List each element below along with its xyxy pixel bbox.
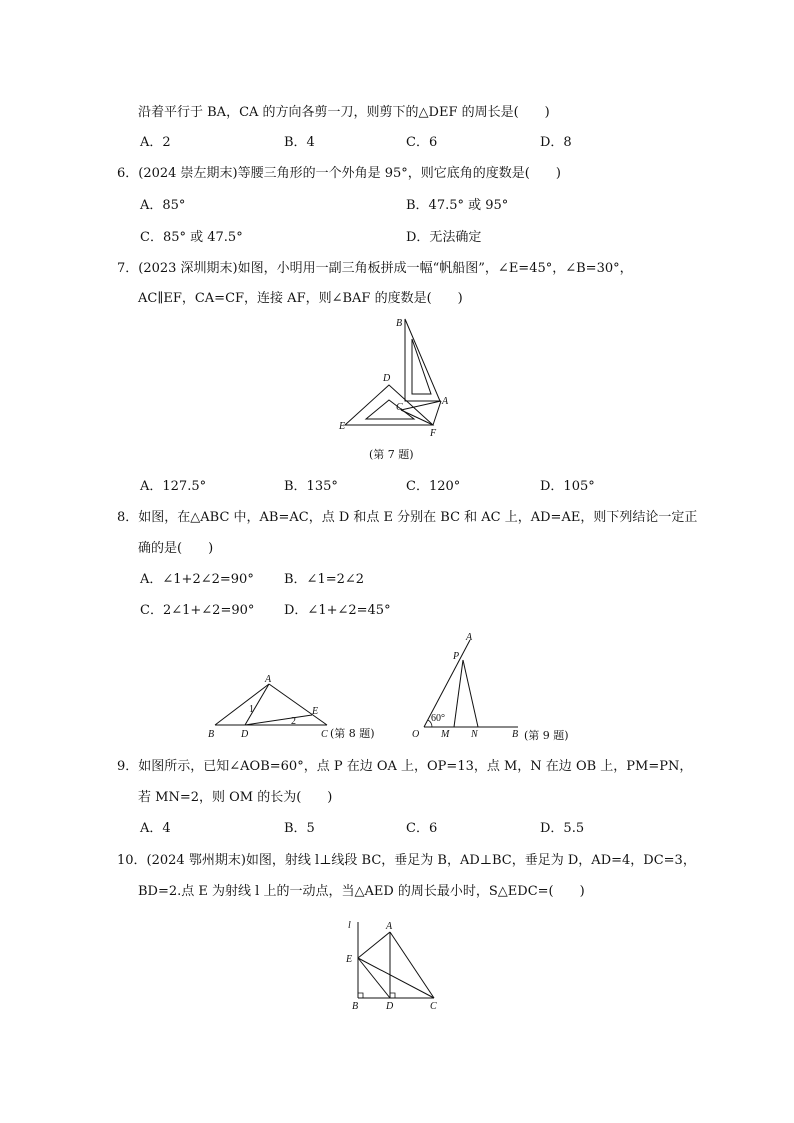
q7-set-square-30-inner [412, 339, 431, 394]
q6-option-a: A．85° [140, 198, 186, 213]
q10-label-e: E [346, 954, 353, 965]
q7-option-b: B．135° [284, 479, 338, 494]
q8-stem-line1: 8．如图，在△ABC 中，AB=AC，点 D 和点 E 分别在 BC 和 AC 上，AD=AE，则下列结论一定正 [117, 510, 698, 525]
q8-option-d: D．∠1+∠2=45° [284, 603, 391, 618]
q8-label-c: C [321, 729, 328, 740]
q8-segment-ac [269, 684, 327, 725]
q9-segment-pm [454, 660, 463, 727]
q7-set-square-45-inner [366, 400, 414, 419]
q5-option-d: D．8 [540, 135, 572, 150]
q10-label-l: l [348, 920, 351, 931]
q8-label-d: D [241, 729, 249, 740]
q9-caption: (第 9 题) [524, 729, 569, 742]
q10-label-d: D [386, 1001, 394, 1012]
q5-option-c: C．6 [406, 135, 438, 150]
q5-option-a: A．2 [140, 135, 171, 150]
q7-caption: (第 7 题) [369, 448, 414, 461]
q9-label-n: N [471, 729, 478, 740]
q7-segment-af [433, 401, 441, 425]
q10-figure [340, 912, 450, 1012]
q9-label-m: M [441, 729, 450, 740]
q10-label-a: A [386, 921, 393, 932]
q8-caption: (第 8 题) [330, 727, 375, 740]
q7-option-a: A．127.5° [140, 479, 207, 494]
q8-figure [205, 672, 395, 742]
q10-right-angle-b [358, 993, 363, 998]
q10-stem-line1: 10．(2024 鄂州期末)如图，射线 l⊥线段 BC，垂足为 B，AD⊥BC，垂足为 D，AD=4，DC=3， [117, 853, 696, 868]
q10-label-c: C [430, 1001, 437, 1012]
q7-label-b: B [396, 318, 403, 329]
q7-label-a: A [442, 396, 449, 407]
q7-label-c: C [396, 402, 403, 413]
q9-label-a: A [466, 632, 473, 643]
q9-segment-pn [463, 660, 478, 727]
q10-segment-ed [358, 958, 390, 998]
q8-option-b: B．∠1=2∠2 [284, 572, 365, 587]
q7-figure [335, 313, 475, 463]
q8-segment-de [245, 715, 312, 725]
q9-label-p: P [453, 651, 460, 662]
q5-option-b: B．4 [284, 135, 315, 150]
q7-segment-cf [401, 410, 433, 425]
q10-segment-ae [358, 932, 390, 958]
q8-label-e: E [312, 706, 319, 717]
q7-option-d: D．105° [540, 479, 595, 494]
q7-segment-ca [401, 401, 441, 410]
q7-label-e: E [339, 421, 346, 432]
q10-right-angle-d [390, 993, 395, 998]
q8-label-a: A [265, 674, 272, 685]
q10-segment-ec [358, 958, 434, 998]
q5-stem-continuation: 沿着平行于 BA，CA 的方向各剪一刀，则剪下的△DEF 的周长是( ) [138, 105, 550, 120]
q7-set-square-30 [405, 319, 440, 401]
q10-label-b: B [352, 1001, 359, 1012]
q9-label-b: B [512, 729, 519, 740]
q9-option-a: A．4 [140, 821, 171, 836]
q7-label-d: D [383, 373, 391, 384]
q6-option-d: D．无法确定 [406, 230, 482, 245]
q9-figure [408, 632, 588, 742]
q6-option-b: B．47.5° 或 95° [406, 198, 509, 213]
q8-label-b: B [208, 729, 215, 740]
q10-stem-line2: BD=2.点 E 为射线 l 上的一动点，当△AED 的周长最小时，S△EDC=( ) [138, 884, 585, 899]
q6-stem: 6．(2024 崇左期末)等腰三角形的一个外角是 95°，则它底角的度数是( ) [117, 166, 561, 181]
q8-option-c: C．2∠1+∠2=90° [140, 603, 255, 618]
q6-option-c: C．85° 或 47.5° [140, 230, 243, 245]
q9-option-b: B．5 [284, 821, 315, 836]
q7-stem-line2: AC∥EF，CA=CF，连接 AF，则∠BAF 的度数是( ) [138, 291, 463, 306]
q8-label-2: 2 [291, 716, 296, 727]
q8-segment-ba [215, 684, 269, 725]
q8-label-1: 1 [249, 704, 254, 715]
q8-option-a: A．∠1+2∠2=90° [140, 572, 254, 587]
q9-stem-line1: 9．如图所示，已知∠AOB=60°，点 P 在边 OA 上，OP=13，点 M，N 在边 OB 上，PM=PN， [117, 759, 693, 774]
q9-option-c: C．6 [406, 821, 438, 836]
q9-stem-line2: 若 MN=2，则 OM 的长为( ) [138, 790, 333, 805]
q7-option-c: C．120° [406, 479, 461, 494]
q10-segment-ac [390, 932, 434, 998]
q9-option-d: D．5.5 [540, 821, 585, 836]
q7-label-f: F [430, 428, 437, 439]
q7-stem-line1: 7．(2023 深圳期末)如图，小明用一副三角板拼成一幅“帆船图”，∠E=45°，∠B=30°， [117, 261, 633, 276]
q9-label-angle: 60° [431, 713, 445, 724]
q8-stem-line2: 确的是( ) [138, 541, 214, 556]
q9-label-o: O [412, 729, 420, 740]
